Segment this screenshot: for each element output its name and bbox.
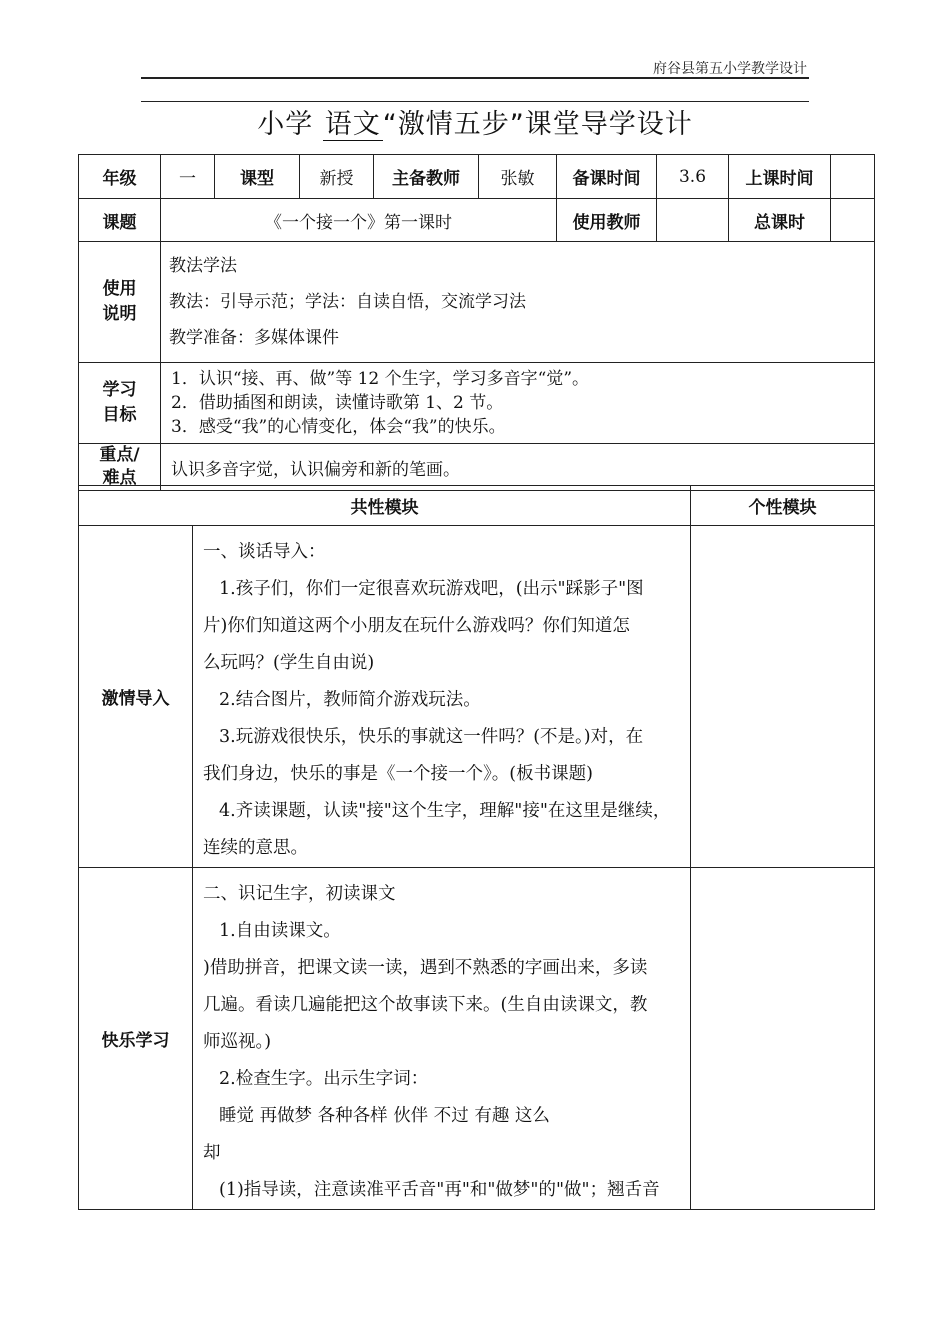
topic-value: 《一个接一个》第一课时 — [161, 199, 557, 242]
title-suffix: “激情五步”课堂导学设计 — [382, 109, 693, 140]
section-line: 却 — [203, 1143, 221, 1163]
key-points-label: 重点/ 难点 — [79, 444, 161, 491]
goals-content — [161, 363, 875, 444]
section-body — [193, 868, 691, 1210]
goals-label: 学习 目标 — [79, 363, 161, 444]
usage-line: 教学准备：多媒体课件 — [169, 328, 339, 348]
section-line: 我们身边，快乐的事是《一个接一个》。(板书课题) — [203, 764, 593, 784]
header-rule-top — [141, 77, 809, 79]
section-line: 一、谈话导入： — [203, 542, 326, 562]
class-time-value — [831, 155, 875, 199]
section-line: 二、识记生字，初读课文 — [203, 884, 396, 904]
section-line: 2.检查生字。出示生字词： — [219, 1069, 429, 1089]
info-table — [78, 154, 875, 491]
page-title — [0, 102, 950, 141]
section-line: 1.自由读课文。 — [219, 921, 341, 941]
usage-label: 使用 说明 — [79, 242, 161, 363]
section-line: )借助拼音，把课文读一读，遇到不熟悉的字画出来，多读 — [203, 958, 648, 978]
use-teacher-label: 使用教师 — [557, 199, 657, 242]
section-line: 3.玩游戏很快乐，快乐的事就这一件吗？(不是。)对，在 — [219, 727, 644, 747]
goal-item: 3．感受“我”的心情变化，体会“我”的快乐。 — [171, 417, 506, 437]
header-school: 府谷县第五小学教学设计 — [653, 61, 807, 77]
personal-module-cell — [691, 526, 875, 868]
usage-content — [161, 242, 875, 363]
type-value: 新授 — [300, 155, 374, 199]
prep-time-value: 3.6 — [657, 155, 729, 199]
usage-line: 教法学法 — [169, 256, 237, 276]
section-line: 连续的意思。 — [203, 838, 308, 858]
title-subject: 语文 — [324, 109, 381, 140]
title-prefix: 小学 — [257, 109, 314, 140]
section-line: 师巡视。) — [203, 1032, 272, 1052]
section-body — [193, 526, 691, 868]
section-line: 片)你们知道这两个小朋友在玩什么游戏吗？你们知道怎 — [203, 616, 630, 636]
personal-module-cell — [691, 868, 875, 1210]
section-label: 激情导入 — [79, 526, 193, 868]
section-line: (1)指导读，注意读准平舌音"再"和"做梦"的"做"；翘舌音 — [219, 1180, 660, 1200]
total-periods-value — [831, 199, 875, 242]
use-teacher-value — [657, 199, 729, 242]
goal-item: 2．借助插图和朗读，读懂诗歌第 1、2 节。 — [171, 393, 504, 413]
grade-label: 年级 — [79, 155, 161, 199]
section-line: 1.孩子们，你们一定很喜欢玩游戏吧，(出示"踩影子"图 — [219, 579, 644, 599]
usage-line: 教法：引导示范；学法：自读自悟，交流学习法 — [169, 292, 526, 312]
goal-item: 1．认识“接、再、做”等 12 个生字，学习多音字“觉”。 — [171, 369, 590, 389]
type-label: 课型 — [215, 155, 300, 199]
prep-time-label: 备课时间 — [557, 155, 657, 199]
grade-value: 一 — [161, 155, 215, 199]
common-module-header: 共性模块 — [79, 486, 691, 526]
lead-teacher-value: 张敏 — [479, 155, 557, 199]
section-line: 2.结合图片，教师简介游戏玩法。 — [219, 690, 481, 710]
section-line: 4.齐读课题，认读"接"这个生字，理解"接"在这里是继续， — [219, 801, 671, 821]
lead-teacher-label: 主备教师 — [374, 155, 479, 199]
topic-label: 课题 — [79, 199, 161, 242]
class-time-label: 上课时间 — [729, 155, 831, 199]
section-line: 么玩吗？(学生自由说) — [203, 653, 375, 673]
key-points-value: 认识多音字觉，认识偏旁和新的笔画。 — [161, 444, 875, 491]
section-label: 快乐学习 — [79, 868, 193, 1210]
section-line: 睡觉 再做梦 各种各样 伙伴 不过 有趣 这么 — [219, 1106, 550, 1126]
total-periods-label: 总课时 — [729, 199, 831, 242]
modules-table — [78, 485, 875, 1210]
personal-module-header: 个性模块 — [691, 486, 875, 526]
section-line: 几遍。看读几遍能把这个故事读下来。(生自由读课文，教 — [203, 995, 648, 1015]
